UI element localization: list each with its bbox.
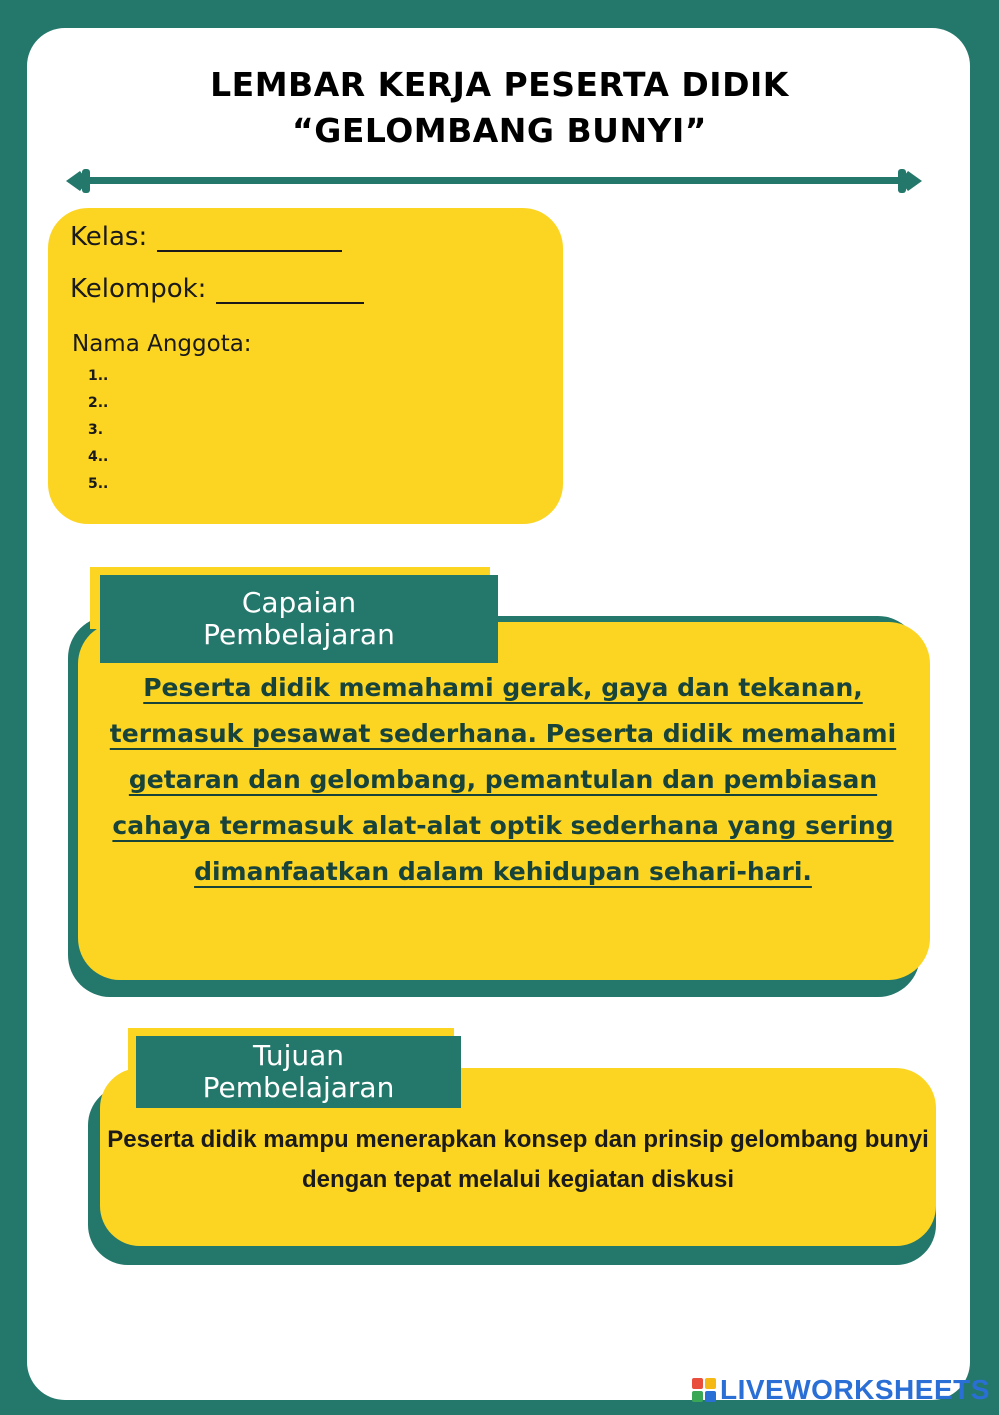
kelompok-label: Kelompok:	[70, 274, 207, 304]
title-line-2: “GELOMBANG BUNYI”	[292, 111, 707, 150]
members-label: Nama Anggota:	[72, 331, 252, 357]
decorative-divider	[66, 165, 922, 197]
kelompok-input-line[interactable]	[216, 272, 364, 304]
capaian-heading	[100, 575, 498, 663]
members-list	[88, 366, 108, 501]
member-item[interactable]: 4..	[88, 449, 109, 465]
liveworksheets-brand	[692, 1373, 990, 1407]
tujuan-text: Peserta didik mampu menerapkan konsep dan prinsip gelombang bunyi dengan tepat melalui kegiatan diskusi	[107, 1126, 929, 1193]
capaian-heading-line-2: Pembelajaran	[203, 618, 395, 651]
tujuan-heading-line-2: Pembelajaran	[202, 1071, 395, 1104]
capaian-text	[78, 665, 928, 895]
member-item[interactable]: 2..	[88, 395, 109, 411]
student-info-box	[48, 208, 563, 524]
member-item[interactable]: 3.	[88, 422, 104, 438]
kelompok-row	[70, 272, 364, 304]
capaian-heading-line-1: Capaian	[241, 586, 357, 619]
member-item[interactable]: 5..	[88, 476, 109, 492]
page-title	[0, 62, 999, 154]
kelas-row	[70, 220, 342, 252]
brand-name: LIVEWORKSHEETS	[720, 1374, 990, 1405]
tujuan-heading	[136, 1036, 461, 1108]
kelas-input-line[interactable]	[157, 220, 342, 252]
tujuan-heading-line-1: Tujuan	[252, 1039, 345, 1072]
title-line-1: LEMBAR KERJA PESERTA DIDIK	[210, 65, 789, 104]
member-item[interactable]: 1..	[88, 368, 109, 384]
kelas-label: Kelas:	[70, 222, 148, 252]
liveworksheets-logo-icon	[692, 1378, 716, 1402]
capaian-text-content: Peserta didik memahami gerak, gaya dan tekanan, termasuk pesawat sederhana. Peserta didik memahami getaran dan gelombang, pemantulan dan pembiasan cahaya termasuk alat-alat optik sederhana yang sering dimanfaatkan dalam kehidupan sehari-hari.	[109, 673, 897, 886]
